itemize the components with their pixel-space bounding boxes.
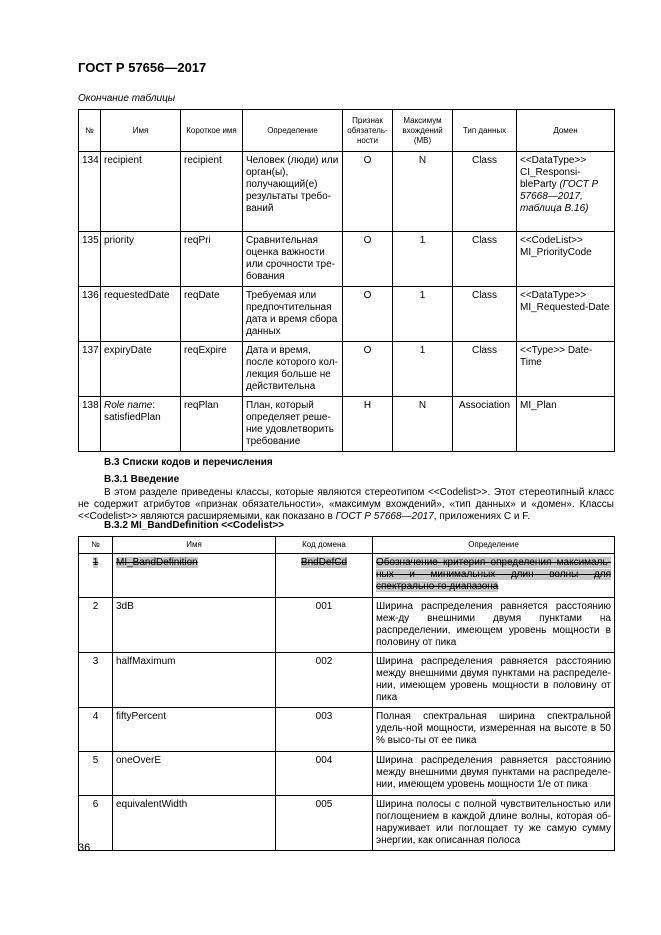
row-domain: <<DataType>> MI_Requested-Date bbox=[517, 287, 615, 342]
row-num: 2 bbox=[79, 598, 113, 653]
row-code: 004 bbox=[276, 752, 373, 796]
domain-value: <<DataType>> CI_Responsi-bleParty bbox=[520, 155, 587, 190]
table-row bbox=[79, 653, 615, 708]
row-definition: Ширина полосы с полной чувствительностью или поглощением в каждой длине волны, которая об-наруживает или поглощает ту же самую сумму энергии, как описанная полоса bbox=[373, 796, 615, 851]
row-domain: <<CodeList>> MI_PriorityCode bbox=[517, 232, 615, 287]
table-row bbox=[79, 397, 615, 452]
row-obligation: O bbox=[343, 232, 393, 287]
row-max-occurrence: 1 bbox=[393, 342, 453, 397]
row-obligation: O bbox=[343, 287, 393, 342]
row-code: 001 bbox=[276, 598, 373, 653]
col-header-domain-code: Код домена bbox=[276, 537, 373, 554]
role-name-label: Role name bbox=[104, 400, 153, 411]
section-title: В.3 Списки кодов и перечисления bbox=[104, 457, 273, 468]
table-row bbox=[79, 232, 615, 287]
col-header-num: № bbox=[79, 537, 113, 554]
row-short-name: reqDate bbox=[181, 287, 243, 342]
row-name: expiryDate bbox=[101, 342, 181, 397]
row-obligation: H bbox=[343, 397, 393, 452]
row-data-type: Class bbox=[453, 342, 517, 397]
domain-reference: (ГОСТ Р 57668—2017, таблица В.16) bbox=[520, 179, 599, 214]
row-definition: Дата и время, после которого кол-лекция больше не действительна bbox=[243, 342, 343, 397]
row-name: 3dB bbox=[113, 598, 276, 653]
table-row bbox=[79, 342, 615, 397]
col-header-data-type: Тип данных bbox=[453, 110, 517, 152]
row-domain: <<Type>> Date-Time bbox=[517, 342, 615, 397]
row-name: priority bbox=[101, 232, 181, 287]
col-header-short-name: Короткое имя bbox=[181, 110, 243, 152]
col-header-max-occurrence: Максимум вхождений (МВ) bbox=[393, 110, 453, 152]
row-name bbox=[113, 554, 276, 598]
table-row bbox=[79, 287, 615, 342]
row-code: 002 bbox=[276, 653, 373, 708]
row-short-name: reqPri bbox=[181, 232, 243, 287]
row-name: halfMaximum bbox=[113, 653, 276, 708]
table-row bbox=[79, 554, 615, 598]
row-short-name: recipient bbox=[181, 152, 243, 232]
row-code-text: BndDefCd bbox=[300, 557, 348, 568]
row-definition-text: Обозначение критерия определения максималь-ных и минимальных длин волны для спектрально-го диапазона bbox=[376, 557, 611, 592]
row-num: 5 bbox=[79, 752, 113, 796]
row-definition: Ширина распределения равняется расстоянию между внешними двумя пунктами на распределе-нии, имеющем уровень мощности в половину от пика bbox=[373, 653, 615, 708]
row-num: 4 bbox=[79, 708, 113, 752]
row-num: 135 bbox=[79, 232, 101, 287]
col-header-name: Имя bbox=[101, 110, 181, 152]
row-num: 138 bbox=[79, 397, 101, 452]
row-name bbox=[101, 397, 181, 452]
row-code: 003 bbox=[276, 708, 373, 752]
row-definition: Ширина распределения равняется расстоянию между внешними двумя пунктами на распределе-нии, имеющем уровень мощности 1/е от пика bbox=[373, 752, 615, 796]
row-short-name: reqExpire bbox=[181, 342, 243, 397]
row-definition: Требуемая или предпочтительная дата и время сбора данных bbox=[243, 287, 343, 342]
row-name: requestedDate bbox=[101, 287, 181, 342]
row-definition: Человек (люди) или орган(ы), получающий(е) результаты требо-ваний bbox=[243, 152, 343, 232]
row-num-text: 1 bbox=[92, 557, 99, 568]
table-caption: Окончание таблицы bbox=[78, 93, 176, 104]
attributes-table bbox=[78, 109, 615, 452]
col-header-definition: Определение bbox=[373, 537, 615, 554]
row-name: recipient bbox=[101, 152, 181, 232]
col-header-obligation: Признак обязатель-ности bbox=[343, 110, 393, 152]
row-name: oneOverE bbox=[113, 752, 276, 796]
table-row bbox=[79, 152, 615, 232]
subsection-title: В.3.2 MI_BandDefinition <<Codelist>> bbox=[104, 520, 285, 531]
table-row bbox=[79, 598, 615, 653]
row-code: 005 bbox=[276, 796, 373, 851]
row-domain bbox=[517, 152, 615, 232]
table-row bbox=[79, 708, 615, 752]
row-definition: План, который определяет реше-ние удовлетворить требование bbox=[243, 397, 343, 452]
row-num: 6 bbox=[79, 796, 113, 851]
intro-text-b: , приложениях С и F. bbox=[433, 511, 531, 522]
row-name: fiftyPercent bbox=[113, 708, 276, 752]
table-header-row bbox=[79, 537, 615, 554]
row-max-occurrence: 1 bbox=[393, 287, 453, 342]
row-name: equivalentWidth bbox=[113, 796, 276, 851]
row-code bbox=[276, 554, 373, 598]
row-data-type: Class bbox=[453, 152, 517, 232]
col-header-definition: Определение bbox=[243, 110, 343, 152]
intro-text-a: В этом разделе приведены классы, которые являются стереотипом <<Codelist>>. Этот стереотипный класс не содержит атрибутов «признак обязательности», «максимум вхождений», «тип данных» и «домен». Классы <<Codelist>> являются расширяемыми, как показано в bbox=[78, 487, 614, 522]
page-number: 36 bbox=[78, 842, 91, 854]
table-header-row bbox=[79, 110, 615, 152]
intro-reference: ГОСТ Р 57668—2017 bbox=[335, 511, 434, 522]
row-num bbox=[79, 554, 113, 598]
table-row bbox=[79, 752, 615, 796]
row-short-name: reqPlan bbox=[181, 397, 243, 452]
row-max-occurrence: N bbox=[393, 397, 453, 452]
col-header-num: № bbox=[79, 110, 101, 152]
row-data-type: Association bbox=[453, 397, 517, 452]
row-definition bbox=[373, 554, 615, 598]
row-max-occurrence: N bbox=[393, 152, 453, 232]
row-num: 136 bbox=[79, 287, 101, 342]
row-domain: MI_Plan bbox=[517, 397, 615, 452]
row-num: 3 bbox=[79, 653, 113, 708]
document-header: ГОСТ Р 57656—2017 bbox=[78, 60, 207, 75]
row-obligation: O bbox=[343, 342, 393, 397]
row-obligation: O bbox=[343, 152, 393, 232]
row-data-type: Class bbox=[453, 232, 517, 287]
row-name-text: MI_BandDefinition bbox=[116, 557, 198, 568]
intro-paragraph bbox=[78, 487, 614, 523]
row-num: 137 bbox=[79, 342, 101, 397]
role-name-value: : satisfiedPlan bbox=[104, 400, 161, 423]
table-row bbox=[79, 796, 615, 851]
col-header-name: Имя bbox=[113, 537, 276, 554]
row-max-occurrence: 1 bbox=[393, 232, 453, 287]
row-definition: Полная спектральная ширина спектральной удель-ной мощности, измеренная на высоте в 50 % высо-ты от ее пика bbox=[373, 708, 615, 752]
row-data-type: Class bbox=[453, 287, 517, 342]
row-num: 134 bbox=[79, 152, 101, 232]
row-definition: Ширина распределения равняется расстоянию меж-ду внешними двумя пунктами на распределении, имеющем уровень мощности в половину от пика bbox=[373, 598, 615, 653]
col-header-domain: Домен bbox=[517, 110, 615, 152]
codelist-table bbox=[78, 536, 615, 851]
row-definition: Сравнительная оценка важности или срочности тре-бования bbox=[243, 232, 343, 287]
subsection-title: В.3.1 Введение bbox=[104, 474, 180, 485]
